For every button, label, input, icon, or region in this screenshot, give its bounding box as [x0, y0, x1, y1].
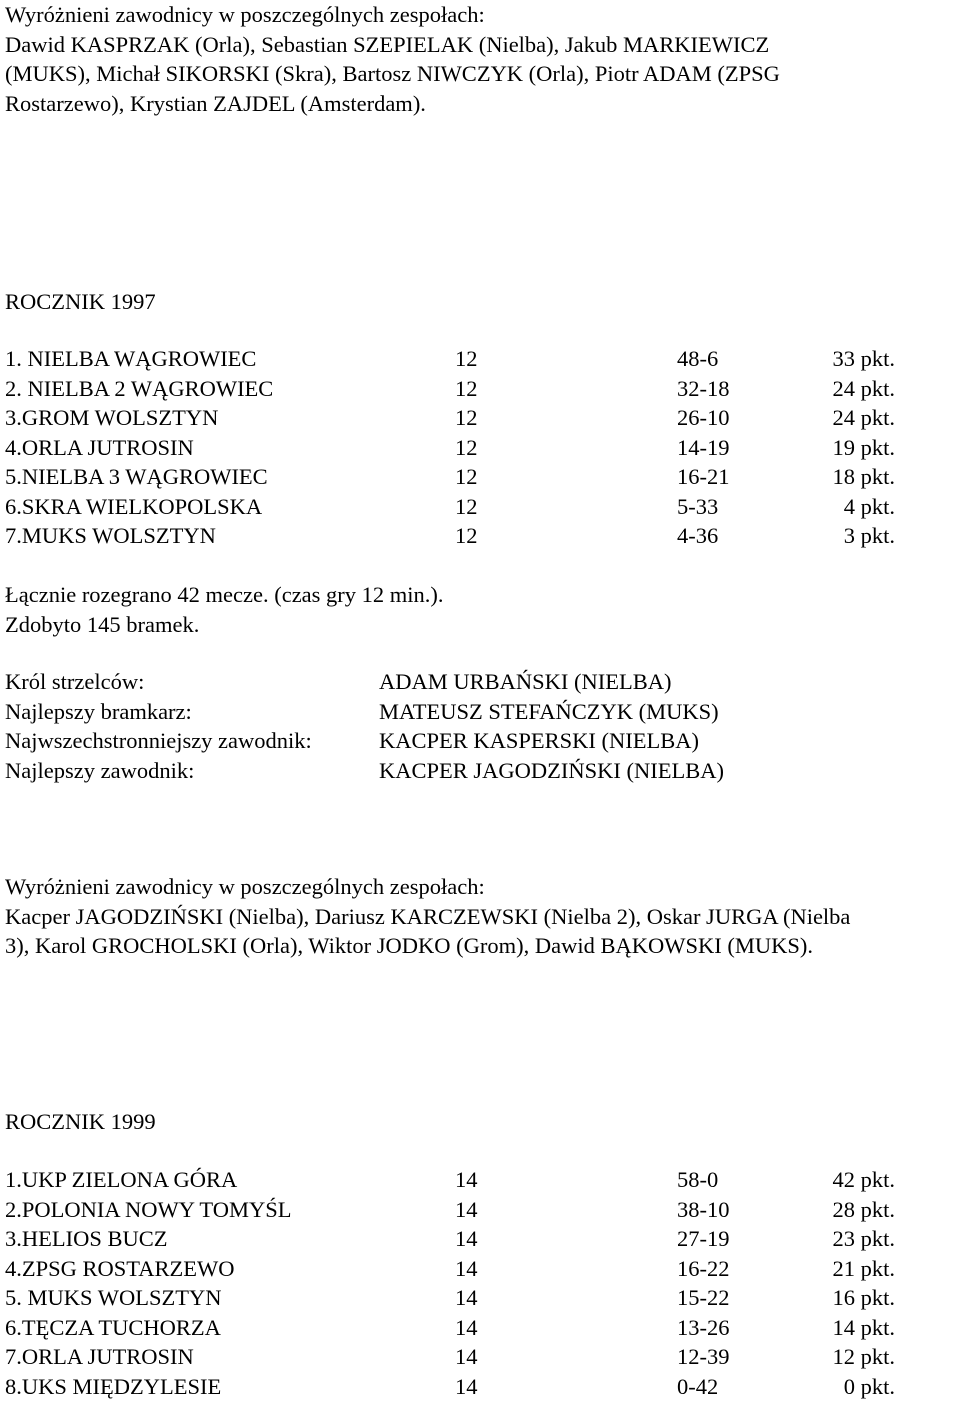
games-played: 14	[455, 1342, 478, 1372]
points: 0 pkt.	[844, 1372, 895, 1401]
games-played: 12	[455, 374, 478, 404]
highlight-line: 3), Karol GROCHOLSKI (Orla), Wiktor JODKO (Grom), Dawid BĄKOWSKI (MUKS).	[5, 931, 850, 961]
goal-ratio: 15-22	[677, 1283, 730, 1313]
team-name: 6.SKRA WIELKOPOLSKA	[5, 492, 262, 522]
games-played: 12	[455, 492, 478, 522]
games-played: 14	[455, 1224, 478, 1254]
highlight-line: Rostarzewo), Krystian ZAJDEL (Amsterdam).	[5, 89, 780, 119]
award-label: Najlepszy bramkarz:	[5, 697, 192, 727]
points: 24 pkt.	[832, 374, 895, 404]
summary-1997	[5, 580, 444, 639]
award-value: KACPER KASPERSKI (NIELBA)	[379, 726, 699, 756]
goal-ratio: 4-36	[677, 521, 718, 551]
award-value: KACPER JAGODZIŃSKI (NIELBA)	[379, 756, 724, 786]
team-name: 8.UKS MIĘDZYLESIE	[5, 1372, 221, 1401]
games-played: 14	[455, 1372, 478, 1401]
team-name: 3.GROM WOLSZTYN	[5, 403, 218, 433]
points: 4 pkt.	[844, 492, 895, 522]
team-name: 4.ZPSG ROSTARZEWO	[5, 1254, 234, 1284]
summary-line: Łącznie rozegrano 42 mecze. (czas gry 12 min.).	[5, 580, 444, 610]
points: 28 pkt.	[832, 1195, 895, 1225]
standings-row	[5, 1254, 895, 1284]
games-played: 12	[455, 344, 478, 374]
team-name: 1. NIELBA WĄGROWIEC	[5, 344, 256, 374]
goal-ratio: 38-10	[677, 1195, 730, 1225]
highlight-line: (MUKS), Michał SIKORSKI (Skra), Bartosz NIWCZYK (Orla), Piotr ADAM (ZPSG	[5, 59, 780, 89]
points: 18 pkt.	[832, 462, 895, 492]
points: 33 pkt.	[832, 344, 895, 374]
award-value: ADAM URBAŃSKI (NIELBA)	[379, 667, 672, 697]
highlight-1997	[5, 872, 850, 961]
team-name: 5. MUKS WOLSZTYN	[5, 1283, 221, 1313]
standings-row	[5, 403, 895, 433]
standings-row	[5, 1372, 895, 1401]
standings-row	[5, 492, 895, 522]
points: 24 pkt.	[832, 403, 895, 433]
team-name: 5.NIELBA 3 WĄGROWIEC	[5, 462, 268, 492]
team-name: 7.MUKS WOLSZTYN	[5, 521, 216, 551]
points: 23 pkt.	[832, 1224, 895, 1254]
goal-ratio: 26-10	[677, 403, 730, 433]
standings-row	[5, 374, 895, 404]
points: 42 pkt.	[832, 1165, 895, 1195]
standings-row	[5, 433, 895, 463]
standings-row	[5, 1165, 895, 1195]
team-name: 4.ORLA JUTROSIN	[5, 433, 194, 463]
standings-table-1997	[5, 344, 895, 551]
standings-row	[5, 1283, 895, 1313]
award-row	[5, 726, 905, 756]
awards-1997	[5, 667, 905, 785]
highlight-line: Dawid KASPRZAK (Orla), Sebastian SZEPIELAK (Nielba), Jakub MARKIEWICZ	[5, 30, 780, 60]
standings-row	[5, 462, 895, 492]
points: 21 pkt.	[832, 1254, 895, 1284]
team-name: 3.HELIOS BUCZ	[5, 1224, 168, 1254]
award-row	[5, 697, 905, 727]
team-name: 7.ORLA JUTROSIN	[5, 1342, 194, 1372]
games-played: 14	[455, 1283, 478, 1313]
goal-ratio: 16-22	[677, 1254, 730, 1284]
award-value: MATEUSZ STEFAŃCZYK (MUKS)	[379, 697, 719, 727]
standings-row	[5, 1195, 895, 1225]
goal-ratio: 5-33	[677, 492, 718, 522]
goal-ratio: 12-39	[677, 1342, 730, 1372]
points: 14 pkt.	[832, 1313, 895, 1343]
goal-ratio: 27-19	[677, 1224, 730, 1254]
section-title-1997: ROCZNIK 1997	[5, 287, 156, 317]
award-label: Najwszechstronniejszy zawodnik:	[5, 726, 312, 756]
standings-row	[5, 1342, 895, 1372]
standings-row	[5, 521, 895, 551]
goal-ratio: 48-6	[677, 344, 718, 374]
games-played: 12	[455, 462, 478, 492]
standings-row	[5, 1224, 895, 1254]
games-played: 12	[455, 521, 478, 551]
games-played: 12	[455, 433, 478, 463]
goal-ratio: 13-26	[677, 1313, 730, 1343]
games-played: 12	[455, 403, 478, 433]
team-name: 2. NIELBA 2 WĄGROWIEC	[5, 374, 273, 404]
points: 19 pkt.	[832, 433, 895, 463]
award-label: Najlepszy zawodnik:	[5, 756, 194, 786]
points: 3 pkt.	[844, 521, 895, 551]
games-played: 14	[455, 1313, 478, 1343]
games-played: 14	[455, 1195, 478, 1225]
award-row	[5, 667, 905, 697]
team-name: 2.POLONIA NOWY TOMYŚL	[5, 1195, 291, 1225]
games-played: 14	[455, 1165, 478, 1195]
standings-table-1999	[5, 1165, 895, 1401]
games-played: 14	[455, 1254, 478, 1284]
award-row	[5, 756, 905, 786]
top-highlight-section	[5, 0, 780, 118]
team-name: 1.UKP ZIELONA GÓRA	[5, 1165, 237, 1195]
summary-line: Zdobyto 145 bramek.	[5, 610, 444, 640]
goal-ratio: 14-19	[677, 433, 730, 463]
goal-ratio: 0-42	[677, 1372, 718, 1401]
section-title-1999: ROCZNIK 1999	[5, 1107, 156, 1137]
highlight-line: Kacper JAGODZIŃSKI (Nielba), Dariusz KARCZEWSKI (Nielba 2), Oskar JURGA (Nielba	[5, 902, 850, 932]
standings-row	[5, 344, 895, 374]
goal-ratio: 58-0	[677, 1165, 718, 1195]
highlight-heading: Wyróżnieni zawodnicy w poszczególnych zespołach:	[5, 0, 780, 30]
goal-ratio: 16-21	[677, 462, 730, 492]
highlight-heading: Wyróżnieni zawodnicy w poszczególnych zespołach:	[5, 872, 850, 902]
standings-row	[5, 1313, 895, 1343]
points: 12 pkt.	[832, 1342, 895, 1372]
points: 16 pkt.	[832, 1283, 895, 1313]
goal-ratio: 32-18	[677, 374, 730, 404]
award-label: Król strzelców:	[5, 667, 144, 697]
team-name: 6.TĘCZA TUCHORZA	[5, 1313, 221, 1343]
